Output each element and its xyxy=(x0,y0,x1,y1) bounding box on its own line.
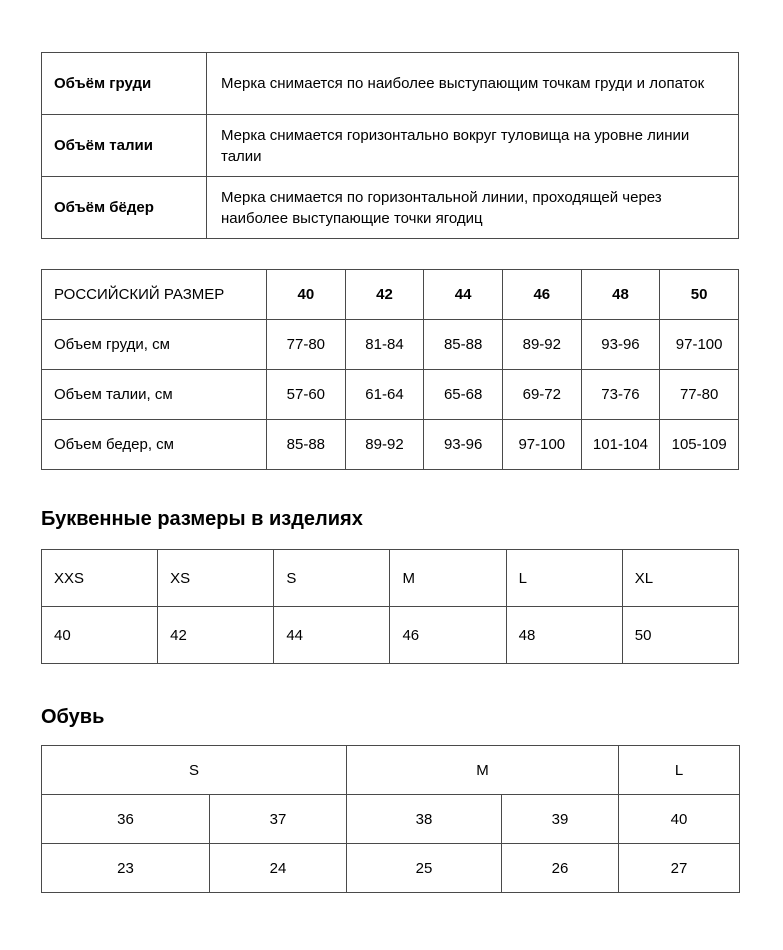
numeric-size: 44 xyxy=(274,607,390,664)
shoe-group-m: M xyxy=(347,746,619,795)
table-row xyxy=(42,746,740,795)
cell-value: 81-84 xyxy=(345,320,424,370)
cell-value: 85-88 xyxy=(267,420,346,470)
russian-size-header: РОССИЙСКИЙ РАЗМЕР xyxy=(42,270,267,320)
shoe-size: 40 xyxy=(619,795,740,844)
cell-value: 77-80 xyxy=(267,320,346,370)
cell-value: 89-92 xyxy=(345,420,424,470)
shoe-size: 36 xyxy=(42,795,210,844)
cell-value: 101-104 xyxy=(581,420,660,470)
cell-value: 97-100 xyxy=(660,320,739,370)
table-row xyxy=(42,115,739,177)
measurement-definitions-table xyxy=(41,52,739,239)
table-row xyxy=(42,795,740,844)
size-col-header: 44 xyxy=(424,270,503,320)
shoe-size: 24 xyxy=(210,844,347,893)
letter-size: XS xyxy=(158,550,274,607)
numeric-size: 42 xyxy=(158,607,274,664)
size-col-header: 48 xyxy=(581,270,660,320)
cell-value: 105-109 xyxy=(660,420,739,470)
measure-label-chest: Объём груди xyxy=(42,53,207,115)
shoe-size: 27 xyxy=(619,844,740,893)
size-col-header: 40 xyxy=(267,270,346,320)
shoes-heading: Обувь xyxy=(41,706,105,728)
row-label-chest: Объем груди, см xyxy=(42,320,267,370)
table-row xyxy=(42,270,739,320)
table-row xyxy=(42,844,740,893)
shoe-size: 25 xyxy=(347,844,502,893)
measure-description-hips: Мерка снимается по горизонтальной линии, проходящей через наиболее выступающие точки ягодиц xyxy=(207,177,739,239)
cell-value: 73-76 xyxy=(581,370,660,420)
row-label-waist: Объем талии, см xyxy=(42,370,267,420)
letter-size: S xyxy=(274,550,390,607)
letter-size: XXS xyxy=(42,550,158,607)
measure-description-waist: Мерка снимается горизонтально вокруг туловища на уровне линии талии xyxy=(207,115,739,177)
numeric-size: 40 xyxy=(42,607,158,664)
letter-sizes-heading: Буквенные размеры в изделиях xyxy=(41,508,363,530)
shoe-group-l: L xyxy=(619,746,740,795)
cell-value: 97-100 xyxy=(502,420,581,470)
size-col-header: 42 xyxy=(345,270,424,320)
shoe-size: 38 xyxy=(347,795,502,844)
letter-size: XL xyxy=(622,550,738,607)
shoe-group-s: S xyxy=(42,746,347,795)
cell-value: 77-80 xyxy=(660,370,739,420)
numeric-size: 46 xyxy=(390,607,506,664)
shoes-size-table xyxy=(41,745,740,893)
cell-value: 61-64 xyxy=(345,370,424,420)
shoe-size: 26 xyxy=(502,844,619,893)
cell-value: 85-88 xyxy=(424,320,503,370)
table-row xyxy=(42,420,739,470)
cell-value: 89-92 xyxy=(502,320,581,370)
numeric-size: 48 xyxy=(506,607,622,664)
cell-value: 69-72 xyxy=(502,370,581,420)
measure-label-hips: Объём бёдер xyxy=(42,177,207,239)
table-row xyxy=(42,550,739,607)
shoe-size: 23 xyxy=(42,844,210,893)
measure-label-waist: Объём талии xyxy=(42,115,207,177)
table-row xyxy=(42,370,739,420)
table-row xyxy=(42,177,739,239)
letter-sizes-table xyxy=(41,549,739,664)
cell-value: 93-96 xyxy=(581,320,660,370)
size-col-header: 46 xyxy=(502,270,581,320)
row-label-hips: Объем бедер, см xyxy=(42,420,267,470)
cell-value: 65-68 xyxy=(424,370,503,420)
table-row xyxy=(42,607,739,664)
measure-description-chest: Мерка снимается по наиболее выступающим точкам груди и лопаток xyxy=(207,53,739,115)
russian-size-table xyxy=(41,269,739,470)
letter-size: L xyxy=(506,550,622,607)
table-row xyxy=(42,320,739,370)
cell-value: 93-96 xyxy=(424,420,503,470)
letter-size: M xyxy=(390,550,506,607)
size-col-header: 50 xyxy=(660,270,739,320)
cell-value: 57-60 xyxy=(267,370,346,420)
numeric-size: 50 xyxy=(622,607,738,664)
shoe-size: 37 xyxy=(210,795,347,844)
shoe-size: 39 xyxy=(502,795,619,844)
table-row xyxy=(42,53,739,115)
